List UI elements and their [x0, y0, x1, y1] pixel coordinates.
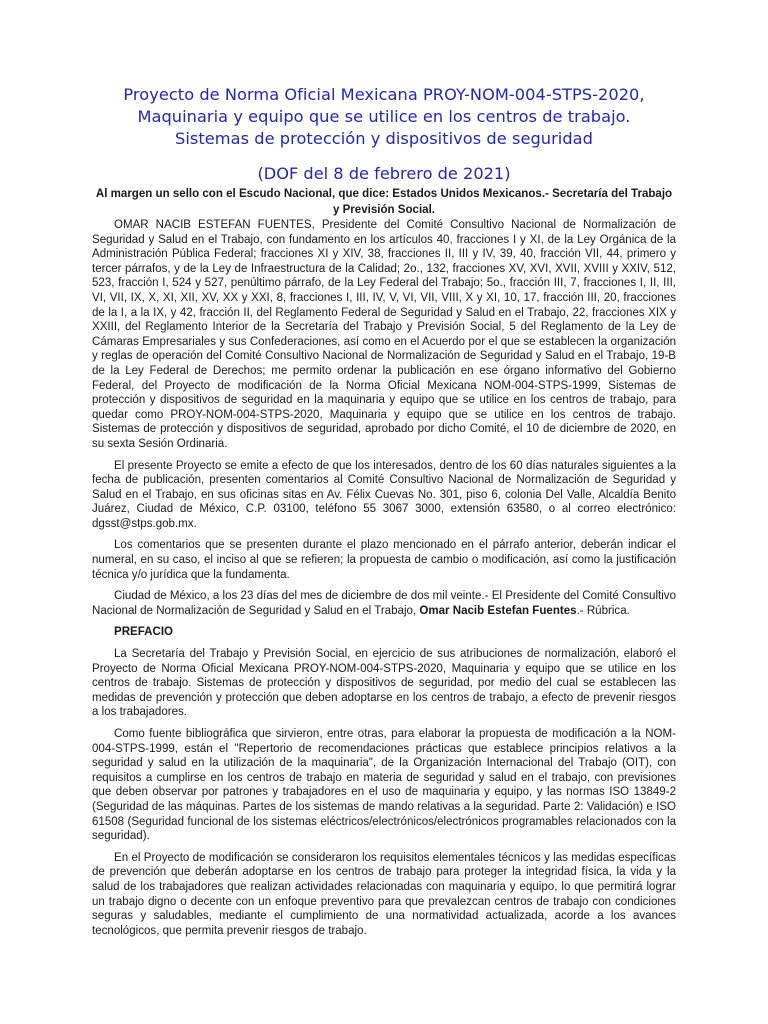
comments-period-paragraph: El presente Proyecto se emite a efecto de que los interesados, dentro de los 60 días naturales siguientes a la fecha de publicación, presenten comentarios al Comité Consultivo Nacional de Normalización de Seguridad y Salud en el Trabajo, en sus oficinas sitas en Av. Félix Cuevas No. 301, piso 6, colonia Del Valle, Alcaldía Benito Juárez, Ciudad de México, C.P. 03100, teléfono 55 3067 3000, extensión 63580, o al correo electrónico: dgsst@stps.gob.mx.	[92, 459, 676, 530]
prefacio-heading: PREFACIO	[114, 626, 174, 639]
prefacio-paragraph: Como fuente bibliográfica que sirvieron, entre otras, para elaborar la propuesta de modificación a la NOM-004-STPS-1999, están el "Repertorio de recomendaciones prácticas que establece principios relativos a la seguridad y salud en la utilización de la maquinaria", de la Organización Internacional del Trabajo (OIT), con requisitos a cumplirse en los centros de trabajo en materia de seguridad y salud en el trabajo, con previsiones que deben observar por patrones y trabajadores en el uso de maquinaria y equipo, y las normas ISO 13849-2 (Seguridad de las máquinas. Partes de los sistemas de mando relativas a la seguridad. Parte 2: Validación) e ISO 61508 (Seguridad funcional de los sistemas eléctricos/electrónicos/electrónicos programables relacionados con la seguridad).	[92, 728, 676, 843]
title-line: Sistemas de protección y dispositivos de seguridad	[175, 129, 593, 148]
comments-requirements-paragraph: Los comentarios que se presenten durante el plazo mencionado en el párrafo anterior, deberán indicar el numeral, en su caso, el inciso al que se refieren; la propuesta de cambio o modificación, así como la justificación técnica y/o jurídica que la fundamenta.	[92, 539, 676, 581]
seal-notice: Al margen un sello con el Escudo Nacional, que dice: Estados Unidos Mexicanos.- Secretaría del Trabajo y Previsión Social.	[95, 188, 673, 216]
signature-suffix: .- Rúbrica.	[576, 604, 630, 617]
title-line: Proyecto de Norma Oficial Mexicana PROY-NOM-004-STPS-2020,	[123, 85, 645, 104]
prefacio-paragraph: La Secretaría del Trabajo y Previsión Social, en ejercicio de sus atribuciones de normalización, elaboró el Proyecto de Norma Oficial Mexicana PROY-NOM-004-STPS-2020, Maquinaria y equipo que se utilice en los centros de trabajo. Sistemas de protección y dispositivos de seguridad, por medio del cual se establecen las medidas de prevención y protección que deben adoptarse en los centros de trabajo, a efecto de prevenir riesgos a los trabajadores.	[92, 648, 676, 719]
signatory-name: Omar Nacib Estefan Fuentes	[419, 604, 577, 617]
document-title	[92, 84, 676, 150]
signature-paragraph	[92, 589, 676, 618]
title-line: Maquinaria y equipo que se utilice en los centros de trabajo.	[137, 107, 631, 126]
prefacio-paragraph: En el Proyecto de modificación se consideraron los requisitos elementales técnicos y las medidas específicas de prevención que deberán adoptarse en los centros de trabajo para proteger la integridad física, la vida y la salud de los trabajadores que realizan actividades relacionadas con maquinaria y equipo, lo que permitirá lograr un trabajo digno o decente con un enfoque preventivo para que prevalezcan centros de trabajo con condiciones seguras y saludables, mediante el cumplimiento de una normatividad actualizada, acorde a los avances tecnológicos, que permita prevenir riesgos de trabajo.	[92, 851, 676, 937]
signature-text: Ciudad de México, a los 23 días del mes de diciembre de dos mil veinte.- El Presidente del Comité Consultivo Nacional de Normalización de Seguridad y Salud en el Trabajo,	[92, 590, 676, 617]
document-page	[92, 84, 676, 938]
decree-paragraph: OMAR NACIB ESTEFAN FUENTES, Presidente del Comité Consultivo Nacional de Normalización de Seguridad y Salud en el Trabajo, con fundamento en los artículos 40, fracciones I y XI, de la Ley Orgánica de la Administración Pública Federal; fracciones XI y XIV, 38, fracciones II, III y IV, 39, 40, fracción VII, 44, primero y tercer párrafos, y de la Ley de Infraestructura de la Calidad; 2o., 132, fracciones XV, XVI, XVII, XVIII y XXIV, 512, 523, fracción I, 524 y 527, penúltimo párrafo, de la Ley Federal del Trabajo; 5o., fracción III, 7, fracciones I, II, III, VI, VII, IX, X, XI, XII, XV, XX y XXI, 8, fracciones I, III, IV, V, VI, VII, VIII, X y XI, 10, 17, fracción III, 20, fracciones de la I, a la IX, y 42, fracción II, del Reglamento Federal de Seguridad y Salud en el Trabajo, 22, fracciones XIX y XXIII, del Reglamento Interior de la Secretaría del Trabajo y Previsión Social, 5 del Reglamento de la Ley de Cámaras Empresariales y sus Confederaciones, así como en el Acuerdo por el que se establecen la organización y reglas de operación del Comité Consultivo Nacional de Normalización de Seguridad y Salud en el Trabajo, 19-B de la Ley Federal de Derechos; me permito ordenar la publicación en ese órgano informativo del Gobierno Federal, del Proyecto de modificación de la Norma Oficial Mexicana NOM-004-STPS-1999, Sistemas de protección y dispositivos de seguridad en la maquinaria y equipo que se utilice en los centros de trabajo, para quedar como PROY-NOM-004-STPS-2020, Maquinaria y equipo que se utilice en los centros de trabajo. Sistemas de protección y dispositivos de seguridad, aprobado por dicho Comité, el 10 de diciembre de 2020, en su sexta Sesión Ordinaria.	[92, 219, 676, 450]
dof-date: (DOF del 8 de febrero de 2021)	[257, 164, 511, 183]
